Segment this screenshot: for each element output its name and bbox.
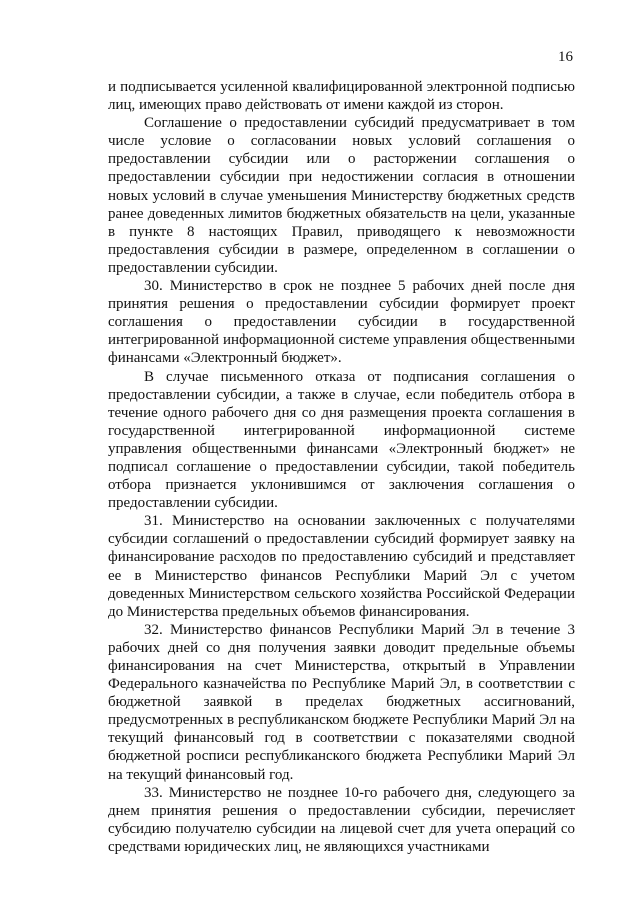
paragraph-clause-30: 30. Министерство в срок не позднее 5 рабочих дней после дня принятия решения о предоставлении субсидии формирует проект соглашения о предоставлении субсидии в государственной интегрированной информационной системе управления общественными финансами «Электронный бюджет». — [108, 278, 575, 367]
paragraph-signing: и подписывается усиленной квалифицированной электронной подписью лиц, имеющих право действовать от имени каждой из сторон. — [108, 79, 575, 114]
paragraph-clause-31: 31. Министерство на основании заключенных с получателями субсидии соглашений о предоставлении субсидий формирует заявку на финансирование расходов по предоставлению субсидий и представляет ее в Министерство финансов Республики Марий Эл с учетом доведенных Министерством сельского хозяйства Российской Федерации до Министерства предельных объемов финансирования. — [108, 513, 575, 620]
paragraph-clause-32: 32. Министерство финансов Республики Марий Эл в течение 3 рабочих дней со дня получения заявки доводит предельные объемы финансирования на счет Министерства, открытый в Управлении Федерального казначейства по Республике Марий Эл, в соответствии с бюджетной заявкой в пределах бюджетных ассигнований, предусмотренных в республиканском бюджете Республики Марий Эл на текущий финансовый год в соответствии с показателями сводной бюджетной росписи республиканского бюджета Республики Марий Эл на текущий финансовый год. — [108, 621, 575, 783]
paragraph-refusal: В случае письменного отказа от подписания соглашения о предоставлении субсидии, а также в случае, если победитель отбора в течение одного рабочего дня со дня размещения проекта соглашения в государственной интегрированной информационной системе управления общественными финансами «Электронный бюджет» не подписал соглашение о предоставлении субсидии, такой победитель отбора признается уклонившимся от заключения соглашения о предоставлении субсидии. — [108, 368, 575, 512]
paragraph-subsidy-agreement-terms: Соглашение о предоставлении субсидий предусматривает в том числе условие о согласовании новых условий соглашения о предоставлении субсидии или о расторжении соглашения о предоставлении субсидии при недостижении согласия в отношении новых условий в случае уменьшения Министерству бюджетных средств ранее доведенных лимитов бюджетных обязательств на цели, указанные в пункте 8 настоящих Правил, приводящего к невозможности предоставления субсидии в размере, определенном в соглашении о предоставлении субсидии. — [108, 115, 575, 276]
page-number: 16 — [558, 49, 573, 65]
paragraph-clause-33: 33. Министерство не позднее 10-го рабочего дня, следующего за днем принятия решения о предоставлении субсидии, перечисляет субсидию получателю субсидии на лицевой счет для учета операций со средствами юридических лиц, не являющихся участниками — [108, 784, 575, 855]
document-body — [108, 78, 575, 856]
